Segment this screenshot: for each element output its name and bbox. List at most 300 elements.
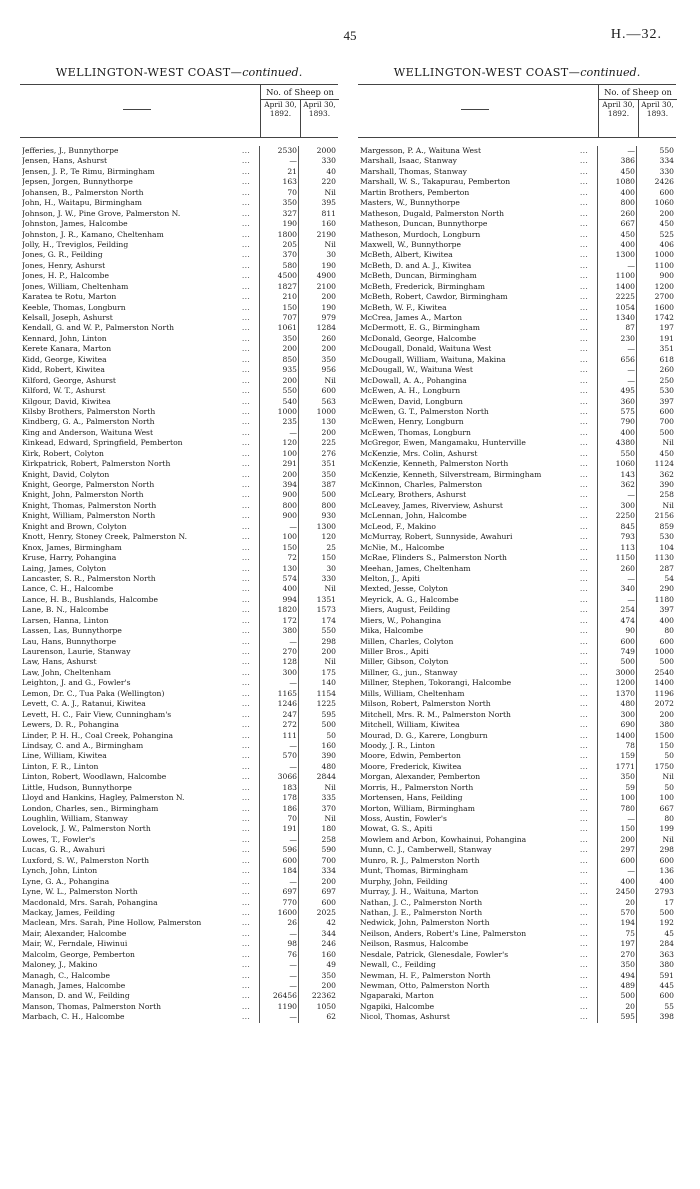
right-sheep-header [598,85,677,137]
sheep-1892: 350 [620,772,635,782]
sheep-1893: 2072 [654,699,674,709]
leader-dots: ... [242,324,251,333]
table-row [20,678,338,688]
leader-dots: ... [242,449,251,458]
entry-name: Jolly, H., Treviglos, Feilding [22,239,129,249]
entry-name: Maclean, Mrs. Sarah, Pine Hollow, Palmerston [22,918,202,928]
sheep-1893: 380 [659,960,674,970]
table-row [20,449,338,459]
leader-dots: ... [242,585,251,594]
leader-dots: ... [580,825,589,834]
entry-name: Mitchell, Mrs. R. M., Palmerston North [360,709,511,719]
sheep-1893: 2426 [654,177,674,187]
table-row [358,991,676,1001]
table-row [358,553,676,563]
leader-dots: ... [242,846,251,855]
sheep-1893: 530 [659,386,674,396]
sheep-1892: 21 [287,166,297,176]
table-row [20,657,338,667]
table-row [358,271,676,281]
sheep-1893: 335 [321,793,336,803]
right-column [358,66,676,1023]
entry-name: Nicol, Thomas, Ashurst [360,1012,450,1022]
sheep-1893: 590 [321,845,336,855]
leader-dots: ... [580,460,589,469]
sheep-1893: 1180 [654,594,674,604]
entry-name: Munn, C. J., Camberwell, Stanway [360,845,492,855]
sheep-1892: 793 [620,532,635,542]
table-row [358,584,676,594]
sheep-1893: 200 [321,427,336,437]
sheep-1892: 400 [620,427,635,437]
entry-name: Johnston, James, Halcombe [22,219,128,229]
sheep-1893: 1050 [316,1001,336,1011]
entry-name: Line, William, Kiwitea [22,751,107,761]
right-rows [358,146,676,1023]
leader-dots: ... [242,877,251,886]
sheep-1893: 591 [659,970,674,980]
sheep-1893: 1154 [316,688,336,698]
entry-name: McEwen, David, Longburn [360,396,463,406]
leader-dots: ... [580,846,589,855]
leader-dots: ... [242,230,251,239]
table-row [20,845,338,855]
sheep-1893: 400 [659,876,674,886]
sheep-1892: — [289,678,297,688]
leader-dots: ... [242,773,251,782]
sheep-1893: 30 [326,563,336,573]
table-row [358,637,676,647]
leader-dots: ... [580,334,589,343]
leader-dots: ... [242,345,251,354]
leader-dots: ... [580,481,589,489]
leader-dots: ... [580,554,589,563]
leader-dots: ... [242,491,251,500]
table-row [20,710,338,720]
table-row [358,866,676,876]
entry-name: Newall, C., Feilding [360,960,436,970]
sheep-1892: 340 [620,584,635,594]
sheep-1893: 563 [321,396,336,406]
sheep-1893: 100 [659,793,674,803]
table-row [358,407,676,417]
table-row [358,313,676,323]
table-row [20,751,338,761]
leader-dots: ... [580,689,589,698]
sheep-1893: 2156 [654,511,674,521]
sheep-1892: — [289,427,297,437]
sheep-1893: 50 [664,751,674,761]
leader-dots: ... [242,376,251,385]
leader-dots: ... [580,407,589,416]
entry-name: Martin Brothers, Pemberton [360,187,470,197]
sheep-1893: 350 [321,970,336,980]
table-row [20,877,338,887]
sheep-1893: 600 [659,187,674,197]
entry-name: Lovelock, J. W., Palmerston North [22,824,151,834]
leader-dots: ... [242,522,251,531]
sheep-1892: 191 [282,824,297,834]
entry-name: Laurenson, Laurie, Stanway [22,647,131,656]
sheep-1893: 387 [321,480,336,489]
leader-dots: ... [242,929,251,938]
leader-dots: ... [580,658,589,667]
entry-name: Malcolm, George, Pemberton [22,949,135,959]
entry-name: Luxford, S. W., Palmerston North [22,855,150,865]
leader-dots: ... [242,334,251,343]
sheep-1893: 600 [659,636,674,646]
sheep-1893: 406 [659,239,674,249]
table-row [358,877,676,887]
sheep-1893: 55 [664,1001,674,1011]
table-row [20,261,338,271]
table-row [20,344,338,354]
sheep-1892: 90 [625,626,635,636]
table-row [20,459,338,469]
sheep-1892: 200 [282,375,297,385]
sheep-1892: 1054 [615,302,635,312]
entry-name: Lowes, T., Fowler's [22,834,95,844]
table-row [20,835,338,845]
sheep-1893: 1500 [654,730,674,740]
sheep-1892: 1340 [615,313,635,322]
sheep-1892: 4500 [277,271,297,281]
table-row [20,376,338,386]
sheep-1892: 1165 [277,688,297,698]
table-row [20,981,338,991]
sheep-1893: 334 [659,156,674,166]
left-name-dash [123,109,151,110]
leader-dots: ... [580,679,589,688]
sheep-1892: 1820 [277,605,297,615]
sheep-1893: 49 [326,960,336,970]
right-column-title [358,66,676,80]
sheep-1893: 200 [321,981,336,990]
leader-dots: ... [242,595,251,604]
table-row [20,417,338,427]
entry-name: Lassen, Las, Bunnythorpe [22,626,122,636]
sheep-1893: 200 [321,292,336,302]
leader-dots: ... [242,637,251,646]
sheep-1892: 1600 [277,907,297,917]
entry-name: Mackay, James, Feilding [22,907,116,917]
leader-dots: ... [242,940,251,949]
leader-dots: ... [580,397,589,406]
leader-dots: ... [242,303,251,312]
entry-name: Lau, Hans, Bunnythorpe [22,636,117,646]
leader-dots: ... [242,240,251,249]
entry-name: Knight, John, Palmerston North [22,490,144,500]
table-row [358,929,676,939]
table-row [358,971,676,981]
sheep-1893: 1196 [654,688,674,698]
leader-dots: ... [580,199,589,208]
entry-name: Kidd, George, Kiwitea [22,354,107,364]
entry-name: Millner, G., jun., Stanway [360,667,458,677]
entry-name: Matheson, Dugald, Palmerston North [360,208,505,218]
left-sheep-header [260,85,339,137]
leader-dots: ... [580,731,589,740]
sheep-1893: 351 [659,344,674,354]
leader-dots: ... [242,460,251,469]
table-row [358,793,676,803]
table-row [358,887,676,897]
table-row [20,553,338,563]
right-title-continued: continued. [580,66,641,79]
sheep-1893: 800 [321,500,336,510]
table-row [358,543,676,553]
sheep-1892: 178 [282,793,297,803]
right-table-header [358,84,676,138]
table-row [20,167,338,177]
sheep-1892: 78 [625,740,635,750]
leader-dots: ... [580,637,589,646]
leader-dots: ... [242,418,251,427]
sheep-1892: 1190 [277,1001,297,1011]
table-row [358,209,676,219]
table-row [20,188,338,198]
sheep-1893: Nil [662,438,674,448]
leader-dots: ... [580,1002,589,1011]
sheep-1893: 200 [659,709,674,719]
leader-dots: ... [242,867,251,876]
table-row [358,898,676,908]
sheep-1892: 1060 [615,459,635,469]
sheep-1893: 298 [321,636,336,646]
sheep-1893: 1100 [654,260,674,270]
table-row [358,856,676,866]
table-row [20,365,338,375]
table-row [358,365,676,375]
entry-name: Munt, Thomas, Birmingham [360,866,469,876]
sheep-1892: 574 [282,573,297,583]
sheep-1893: 600 [659,406,674,416]
entry-name: Kilford, W. T., Ashurst [22,386,106,396]
leader-dots: ... [580,773,589,782]
sheep-1893: 2025 [316,907,336,917]
sheep-1892: 120 [282,438,297,448]
sheep-1892: 600 [620,636,635,646]
entry-name: McEwen, Henry, Longburn [360,417,464,427]
sheep-1893: Nil [324,239,336,249]
sheep-1892: 500 [620,657,635,667]
left-column-title [20,66,338,80]
entry-name: McDougall, William, Waituna, Makina [360,354,506,364]
table-row [358,459,676,469]
entry-name: McGregor, Ewen, Mangamaku, Hunterville [360,438,526,448]
left-col-1892-header: April 30, 1892. [261,100,301,137]
entry-name: Leighton, J. and G., Fowler's [22,678,131,688]
sheep-1893: 45 [664,928,674,938]
sheep-1892: — [627,814,635,823]
leader-dots: ... [580,752,589,761]
sheep-1892: 197 [620,939,635,949]
sheep-1893: 40 [326,166,336,176]
table-row [358,783,676,793]
sheep-1893: 330 [659,166,674,176]
sheep-1893: 700 [321,855,336,865]
entry-name: Jones, Henry, Ashurst [22,260,106,270]
leader-dots: ... [242,314,251,322]
sheep-1893: 697 [321,887,336,897]
sheep-1893: 197 [659,323,674,333]
leader-dots: ... [242,387,251,396]
entry-name: Miers, W., Pohangina [360,615,442,625]
sheep-1892: 707 [282,313,297,322]
entry-name: Munro, R. J., Palmerston North [360,855,480,865]
sheep-1893: 979 [321,313,336,322]
leader-dots: ... [242,439,251,448]
table-row [358,741,676,751]
leader-dots: ... [242,574,251,583]
table-row [20,626,338,636]
entry-name: Milson, Robert, Palmerston North [360,699,491,709]
entry-name: Nesdale, Patrick, Glenesdale, Fowler's [360,949,509,959]
entry-name: John, H., Waitapu, Birmingham [22,198,142,208]
entry-name: McDonald, George, Halcombe [360,333,477,343]
table-row [20,532,338,542]
table-row [20,543,338,553]
sheep-1893: 2700 [654,292,674,302]
entry-name: Lancaster, S. R., Palmerston North [22,573,156,583]
sheep-1892: — [627,344,635,354]
sheep-1893: 260 [321,333,336,343]
table-row [20,939,338,949]
sheep-1892: 184 [282,866,297,876]
leader-dots: ... [242,919,251,928]
sheep-1892: 570 [282,751,297,761]
table-row [358,731,676,741]
sheep-1892: 350 [282,198,297,208]
sheep-1892: 190 [282,219,297,229]
entry-name: Moss, Austin, Fowler's [360,814,447,823]
table-row [358,699,676,709]
sheep-1893: Nil [324,584,336,594]
entry-name: Millner, Stephen, Tokorangi, Halcombe [360,678,512,688]
sheep-1893: 330 [321,156,336,166]
sheep-1892: 1100 [615,271,635,281]
entry-name: Manson, Thomas, Palmerston North [22,1001,162,1011]
entry-name: Lemon, Dr. C., Tua Paka (Wellington) [22,688,165,698]
sheep-1893: 362 [659,469,674,479]
sheep-1892: 2530 [277,146,297,155]
leader-dots: ... [242,272,251,281]
entry-name: Mowat, G. S., Apiti [360,824,433,834]
sheep-1892: — [289,981,297,990]
table-row [20,668,338,678]
sheep-1892: — [627,573,635,583]
sheep-1892: 200 [620,834,635,844]
sheep-1892: 394 [282,480,297,489]
table-row [20,480,338,490]
leader-dots: ... [580,794,589,803]
sheep-1892: 186 [282,803,297,813]
table-row [20,146,338,156]
sheep-1892: — [289,740,297,750]
sheep-1892: 230 [620,333,635,343]
table-row [20,584,338,594]
leader-dots: ... [242,825,251,834]
table-row [358,845,676,855]
entry-name: Morgan, Alexander, Pemberton [360,772,481,782]
entry-name: Newman, Otto, Palmerston North [360,981,490,990]
table-row [20,511,338,521]
entry-name: McDermott, E. G., Birmingham [360,323,480,333]
sheep-1892: 596 [282,845,297,855]
entry-name: McRae, Flinders S., Palmerston North [360,553,507,563]
leader-dots: ... [242,501,251,510]
entry-name: Knox, James, Birmingham [22,542,122,552]
leader-dots: ... [580,366,589,375]
sheep-1892: 70 [287,187,297,197]
leader-dots: ... [242,648,251,656]
sheep-1893: 1750 [654,761,674,771]
sheep-1893: 363 [659,949,674,959]
entry-name: Meehan, James, Cheltenham [360,563,471,573]
table-row [20,490,338,500]
sheep-1892: 270 [620,949,635,959]
table-row [20,960,338,970]
sheep-1893: 140 [321,678,336,688]
entry-name: Mortensen, Hans, Feilding [360,793,463,803]
entry-name: Kirk, Robert, Colyton [22,448,104,458]
sheep-1893: 480 [321,761,336,771]
sheep-1892: 300 [282,667,297,677]
leader-dots: ... [242,209,251,218]
table-row [20,470,338,480]
leader-dots: ... [580,303,589,312]
table-row [358,303,676,313]
leader-dots: ... [580,178,589,187]
table-row [20,156,338,166]
table-row [20,605,338,615]
sheep-1893: 956 [321,365,336,375]
leader-dots: ... [580,220,589,229]
table-row [20,1012,338,1022]
table-row [358,188,676,198]
sheep-1892: 150 [282,542,297,552]
entry-name: McLeod, F., Makino [360,521,436,531]
sheep-1892: 575 [620,406,635,416]
left-title-continued: continued. [242,66,303,79]
sheep-1893: 180 [321,824,336,834]
table-row [20,856,338,866]
sheep-1893: 500 [321,720,336,730]
sheep-1893: 1124 [654,459,674,469]
sheep-1893: 284 [659,939,674,949]
leader-dots: ... [242,167,251,176]
sheep-1892: 20 [625,897,635,907]
entry-name: Kennard, John, Linton [22,333,107,343]
sheep-1893: 2190 [316,229,336,239]
entry-name: Newman, H. F., Palmerston North [360,970,491,980]
right-title-main: WELLINGTON-WEST COAST— [393,66,581,79]
entry-name: Knight, David, Colyton [22,469,110,479]
table-row [358,219,676,229]
entry-name: Keeble, Thomas, Longburn [22,302,126,312]
leader-dots: ... [242,366,251,375]
entry-name: McDougall, Donald, Waituna West [360,344,492,354]
leader-dots: ... [242,741,251,750]
table-row [358,156,676,166]
table-row [358,981,676,991]
sheep-1893: 191 [659,333,674,343]
sheep-1893: 400 [659,615,674,625]
sheep-1892: 59 [625,782,635,792]
sheep-1893: 700 [659,417,674,427]
sheep-1893: 500 [659,907,674,917]
leader-dots: ... [242,397,251,406]
